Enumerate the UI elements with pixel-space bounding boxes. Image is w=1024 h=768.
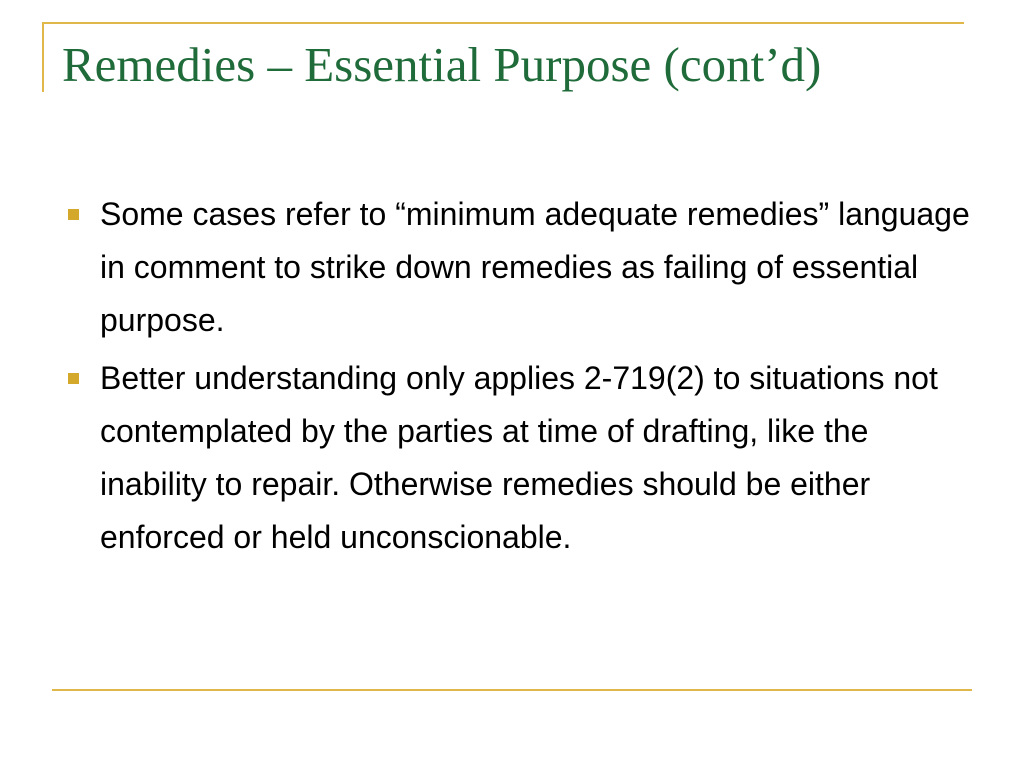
bullet-item bbox=[62, 352, 972, 564]
bullet-text: Better understanding only applies 2-719(2) to situations not contemplated by the parties at time of drafting, like the inability to repair. Otherwise remedies should be either enforced or held unconscionable. bbox=[100, 360, 938, 555]
bullet-item bbox=[62, 188, 972, 347]
top-rule bbox=[42, 22, 964, 24]
bullet-text: Some cases refer to “minimum adequate remedies” language in comment to strike down remedies as failing of essential purpose. bbox=[100, 196, 970, 338]
slide-title: Remedies – Essential Purpose (cont’d) bbox=[62, 37, 822, 92]
square-bullet-icon bbox=[68, 209, 79, 220]
square-bullet-icon bbox=[68, 373, 79, 384]
bullet-list bbox=[62, 188, 972, 569]
bottom-rule bbox=[52, 689, 972, 691]
left-rule bbox=[42, 22, 44, 92]
